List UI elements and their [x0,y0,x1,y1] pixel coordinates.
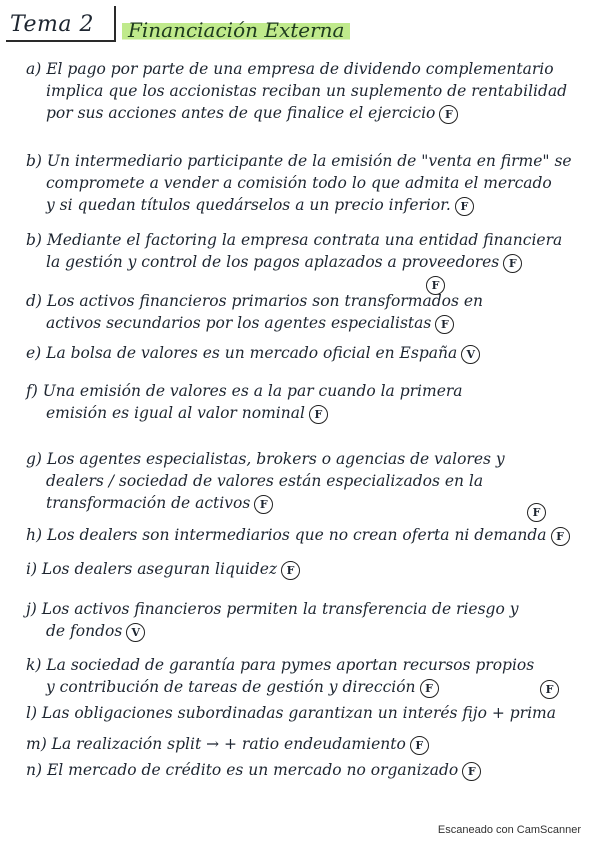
answer-circle-extra: F [426,276,445,295]
statement-item [26,342,586,364]
statement-line: dealers / sociedad de valores están especializados en la [46,472,484,490]
answer-circle: F [309,405,328,424]
statement-item [26,558,586,580]
statement-item [26,448,586,514]
statement-text: transformación de activos [46,494,251,512]
statement-line [26,676,586,698]
statement-text: y si quedan títulos quedárselos a un precio inferior. [46,196,451,214]
answer-circle: F [410,736,429,755]
topic-header-box [6,6,116,42]
statement-text: h) Los dealers son intermediarios que no crean oferta ni demanda [26,526,547,544]
statement-line: implica que los accionistas reciban un suplemento de rentabilidad [46,82,568,100]
statement-item [26,702,586,724]
statement-text: la gestión y control de los pagos aplazados a proveedores [46,253,500,271]
statement-line [26,759,586,781]
answer-circle: F [439,105,458,124]
topic-label: Tema 2 [10,12,94,37]
statement-line: g) Los agentes especialistas, brokers o agencias de valores y [26,450,505,468]
statement-text: por sus acciones antes de que finalice el ejercicio [46,104,436,122]
statement-text: e) La bolsa de valores es un mercado oficial en España [26,344,458,362]
statement-item [26,654,586,698]
statement-text: i) Los dealers aseguran liquidez [26,560,278,578]
statement-line [26,402,586,424]
answer-circle: F [551,527,570,546]
statement-line: d) Los activos financieros primarios son transformados en [26,292,483,310]
answer-circle: V [126,623,145,642]
answer-circle: F [462,762,481,781]
statement-item [26,58,586,124]
statement-line [26,558,586,580]
answer-circle: F [254,495,273,514]
statement-item [26,733,586,755]
statement-line: b) Un intermediario participante de la emisión de "venta en firme" se [26,152,572,170]
statement-line [26,733,586,755]
statement-text: m) La realización split → + ratio endeudamiento [26,735,406,753]
answer-circle-extra: F [540,680,559,699]
statement-line [26,251,586,273]
statement-item [26,229,586,273]
answer-circle: F [281,561,300,580]
statement-line: f) Una emisión de valores es a la par cuando la primera [26,382,463,400]
statement-line: k) La sociedad de garantía para pymes aportan recursos propios [26,656,535,674]
statement-line [26,524,586,546]
answer-circle: F [420,679,439,698]
statement-item [26,290,586,334]
statement-line: b) Mediante el factoring la empresa contrata una entidad financiera [26,231,563,249]
statement-line [26,620,586,642]
statement-line: l) Las obligaciones subordinadas garantizan un interés fijo + prima [26,704,556,722]
scanner-watermark: Escaneado con CamScanner [437,824,581,836]
statement-item [26,759,586,781]
answer-circle-extra: F [527,503,546,522]
statement-line [26,102,586,124]
statement-text: y contribución de tareas de gestión y dirección [46,678,416,696]
statement-line: compromete a vender a comisión todo lo que admita el mercado [46,174,552,192]
statement-text: de fondos [46,622,123,640]
statement-line [26,312,586,334]
statement-item [26,598,586,642]
statement-line [26,342,586,364]
answer-circle: F [503,254,522,273]
statement-item [26,380,586,424]
statement-item [26,524,586,546]
statement-text: activos secundarios por los agentes especialistas [46,314,432,332]
page-title: Financiación Externa [122,18,350,42]
answer-circle: F [435,315,454,334]
statement-line: a) El pago por parte de una empresa de dividendo complementario [26,60,554,78]
statement-line [26,194,586,216]
answer-circle: V [461,345,480,364]
answer-circle: F [455,197,474,216]
statement-item [26,150,586,216]
statement-text: emisión es igual al valor nominal [46,404,305,422]
statement-line [26,492,586,514]
statement-text: n) El mercado de crédito es un mercado no organizado [26,761,459,779]
statement-line: j) Los activos financieros permiten la transferencia de riesgo y [26,600,519,618]
